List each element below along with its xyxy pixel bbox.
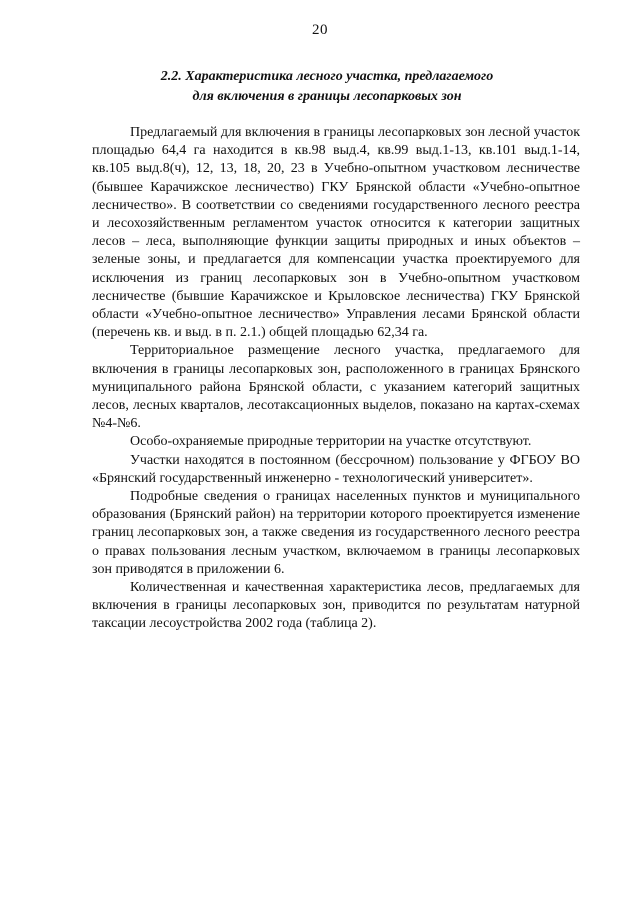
section-heading-line-2: для включения в границы лесопарковых зон [192,89,462,104]
paragraph-area-description: Предлагаемый для включения в границы лесопарковых зон лесной участок площадью 64,4 га находится в кв.98 выд.4, кв.99 выд.1-13, кв.101 выд.1-14, кв.105 выд.8(ч), 12, 13, 18, 20, 23 в Учебно-опытном участковом лесничестве (бывшее Карачижское лесничество) ГКУ Брянской области «Учебно-опытное лесничество». В соответствии со сведениями государственного лесного реестра и лесохозяйственным регламентом участок относится к категории защитных лесов – леса, выполняющие функции защиты природных и иных объектов – зеленые зоны, и предлагается для компенсации участка проектируемого для исключения из границ лесопарковых зон в Учебно-опытном участковом лесничестве (бывшие Карачижское и Крыловское лесничества) ГКУ Брянской области «Учебно-опытное лесничество» Управления лесами Брянской области (перечень кв. и выд. в п. 2.1.) общей площадью 62,34 га. [92,125,580,341]
paragraph-territorial-placement: Территориальное размещение лесного участка, предлагаемого для включения в границы лесопарковых зон, расположенного в границах Брянского муниципального района Брянской области, с указанием категорий защитных лесов, лесных кварталов, лесотаксационных выделов, показано на картах-схемах №4-№6. [92,343,580,432]
section-heading-line-1: 2.2. Характеристика лесного участка, предлагаемого [160,69,494,84]
paragraph-land-use: Участки находятся в постоянном (бессрочном) пользование у ФГБОУ ВО «Брянский государственный инженерно - технологический университет». [92,452,580,486]
page-number: 20 [312,22,328,38]
document-body [92,124,580,634]
paragraph-boundary-details: Подробные сведения о границах населенных пунктов и муниципального образования (Брянский район) на территории которого проектируется изменение границ лесопарковых зон, а также сведения из государственного лесного реестра о правах пользования лесным участком, включаемом в границы лесопарковых зон приводятся в приложении 6. [92,489,580,577]
section-heading [92,67,562,107]
paragraph-protected-areas: Особо-охраняемые природные территории на участке отсутствуют. [130,434,532,450]
paragraph-forest-characteristics: Количественная и качественная характеристика лесов, предлагаемых для включения в границы лесопарковых зон, приводится по результатам натурной таксации лесоустройства 2002 года (таблица 2). [92,580,580,632]
